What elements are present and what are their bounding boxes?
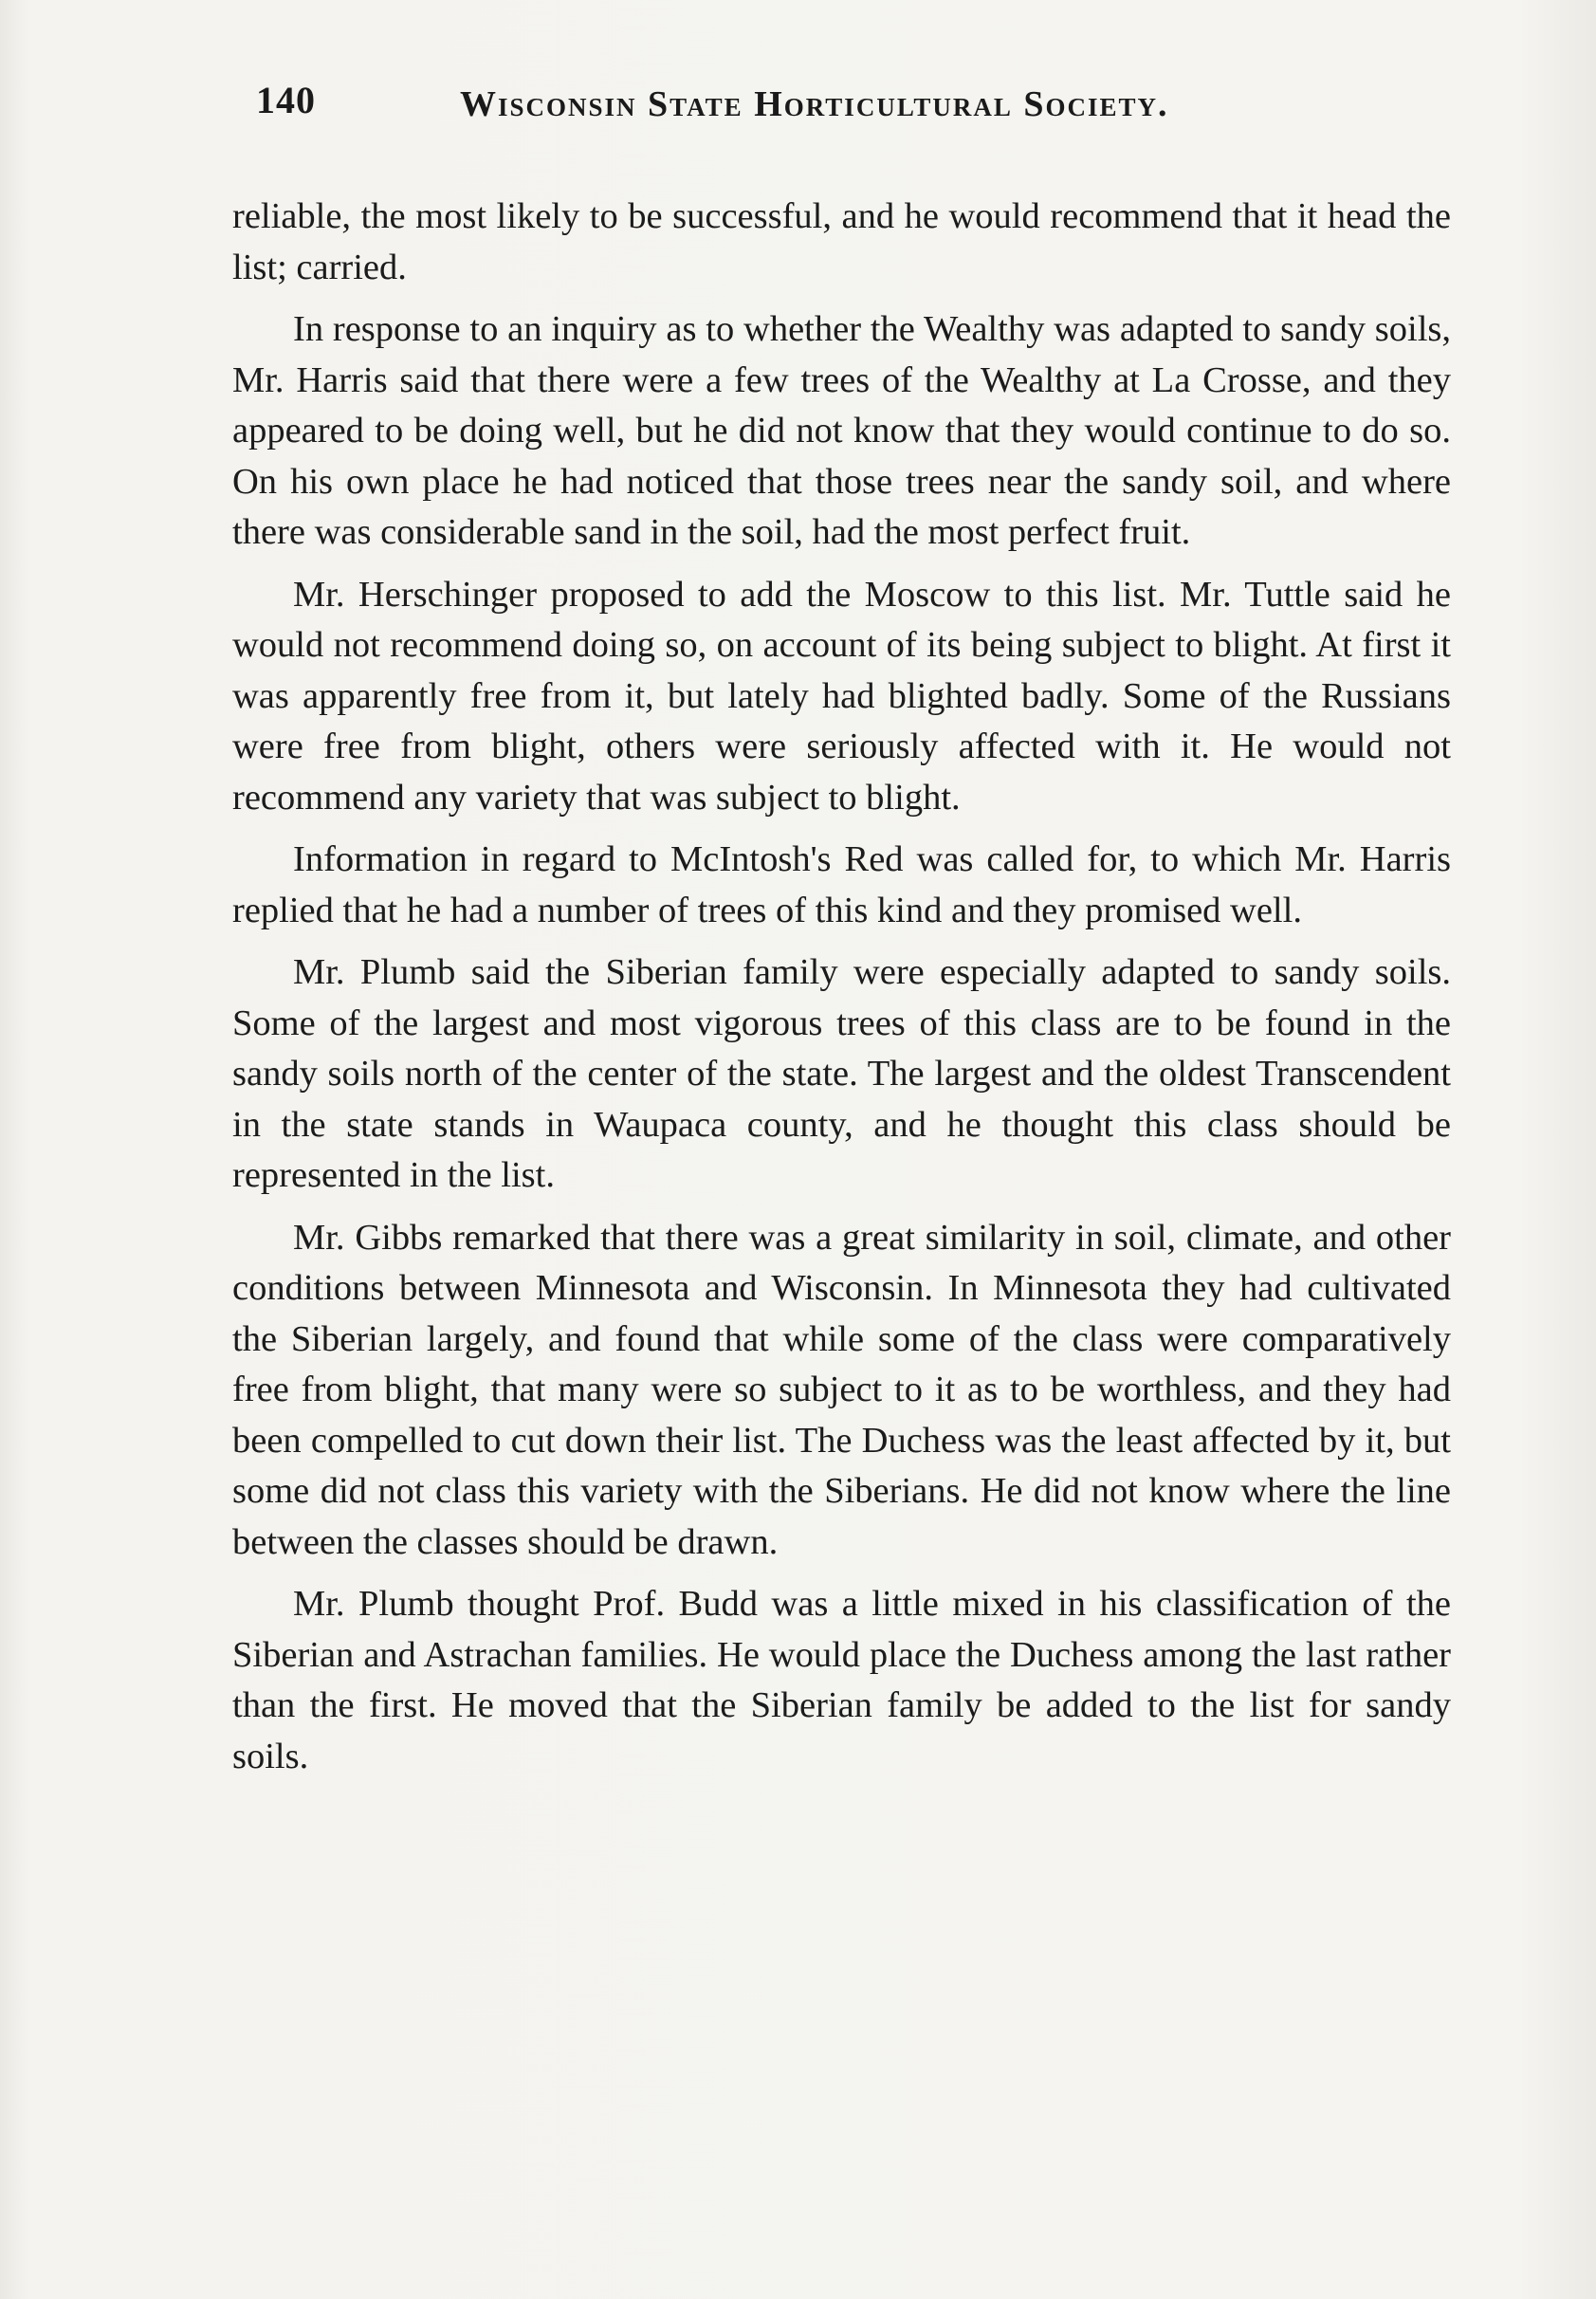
paragraph-gibbs-minnesota: Mr. Gibbs remarked that there was a great similarity in soil, climate, and other conditions between Minnesota and Wisconsin. In Minnesota they had cultivated the Siberian largely, and found that while some of the class were comparatively free from blight, that many were so subject to it as to be worthless, and they had been compelled to cut down their list. The Duchess was the least affected by it, but some did not class this variety with the Siberians. He did not know where the line between the classes should be drawn. <box>232 1217 1451 1562</box>
running-title: Wisconsin State Horticultural Society. <box>460 84 1169 124</box>
paragraph-mcintosh-red: Information in regard to McIntosh's Red was called for, to which Mr. Harris replied that he had a number of trees of this kind and they promised well. <box>232 839 1451 930</box>
paragraph-siberian-family: Mr. Plumb said the Siberian family were especially adapted to sandy soils. Some of the largest and most vigorous trees of this class are to be found in the sandy soils north of the center of the state. The largest and the oldest Transcendent in the state stands in Waupaca county, and he thought this class should be represented in the list. <box>232 952 1451 1195</box>
paragraph-moscow-blight: Mr. Herschinger proposed to add the Moscow to this list. Mr. Tuttle said he would not recommend doing so, on account of its being subject to blight. At first it was apparently free from it, but lately had blighted badly. Some of the Russians were free from blight, others were seriously affected with it. He would not recommend any variety that was subject to blight. <box>232 574 1451 818</box>
body-text <box>232 192 1451 1793</box>
page-number: 140 <box>256 79 316 121</box>
page-header <box>256 78 1422 144</box>
paragraph-continued: reliable, the most likely to be successful, and he would recommend that it head the list; carried. <box>232 196 1451 287</box>
paragraph-wealthy-sandy-soils: In response to an inquiry as to whether the Wealthy was adapted to sandy soils, Mr. Harris said that there were a few trees of the Wealthy at La Crosse, and they appeared to be doing well, but he did not know that they would continue to do so. On his own place he had noticed that those trees near the sandy soil, and where there was considerable sand in the soil, had the most perfect fruit. <box>232 309 1451 552</box>
paragraph-plumb-classification: Mr. Plumb thought Prof. Budd was a little mixed in his classification of the Siberian and Astrachan families. He would place the Duchess among the last rather than the first. He moved that the Siberian family be added to the list for sandy soils. <box>232 1584 1451 1776</box>
